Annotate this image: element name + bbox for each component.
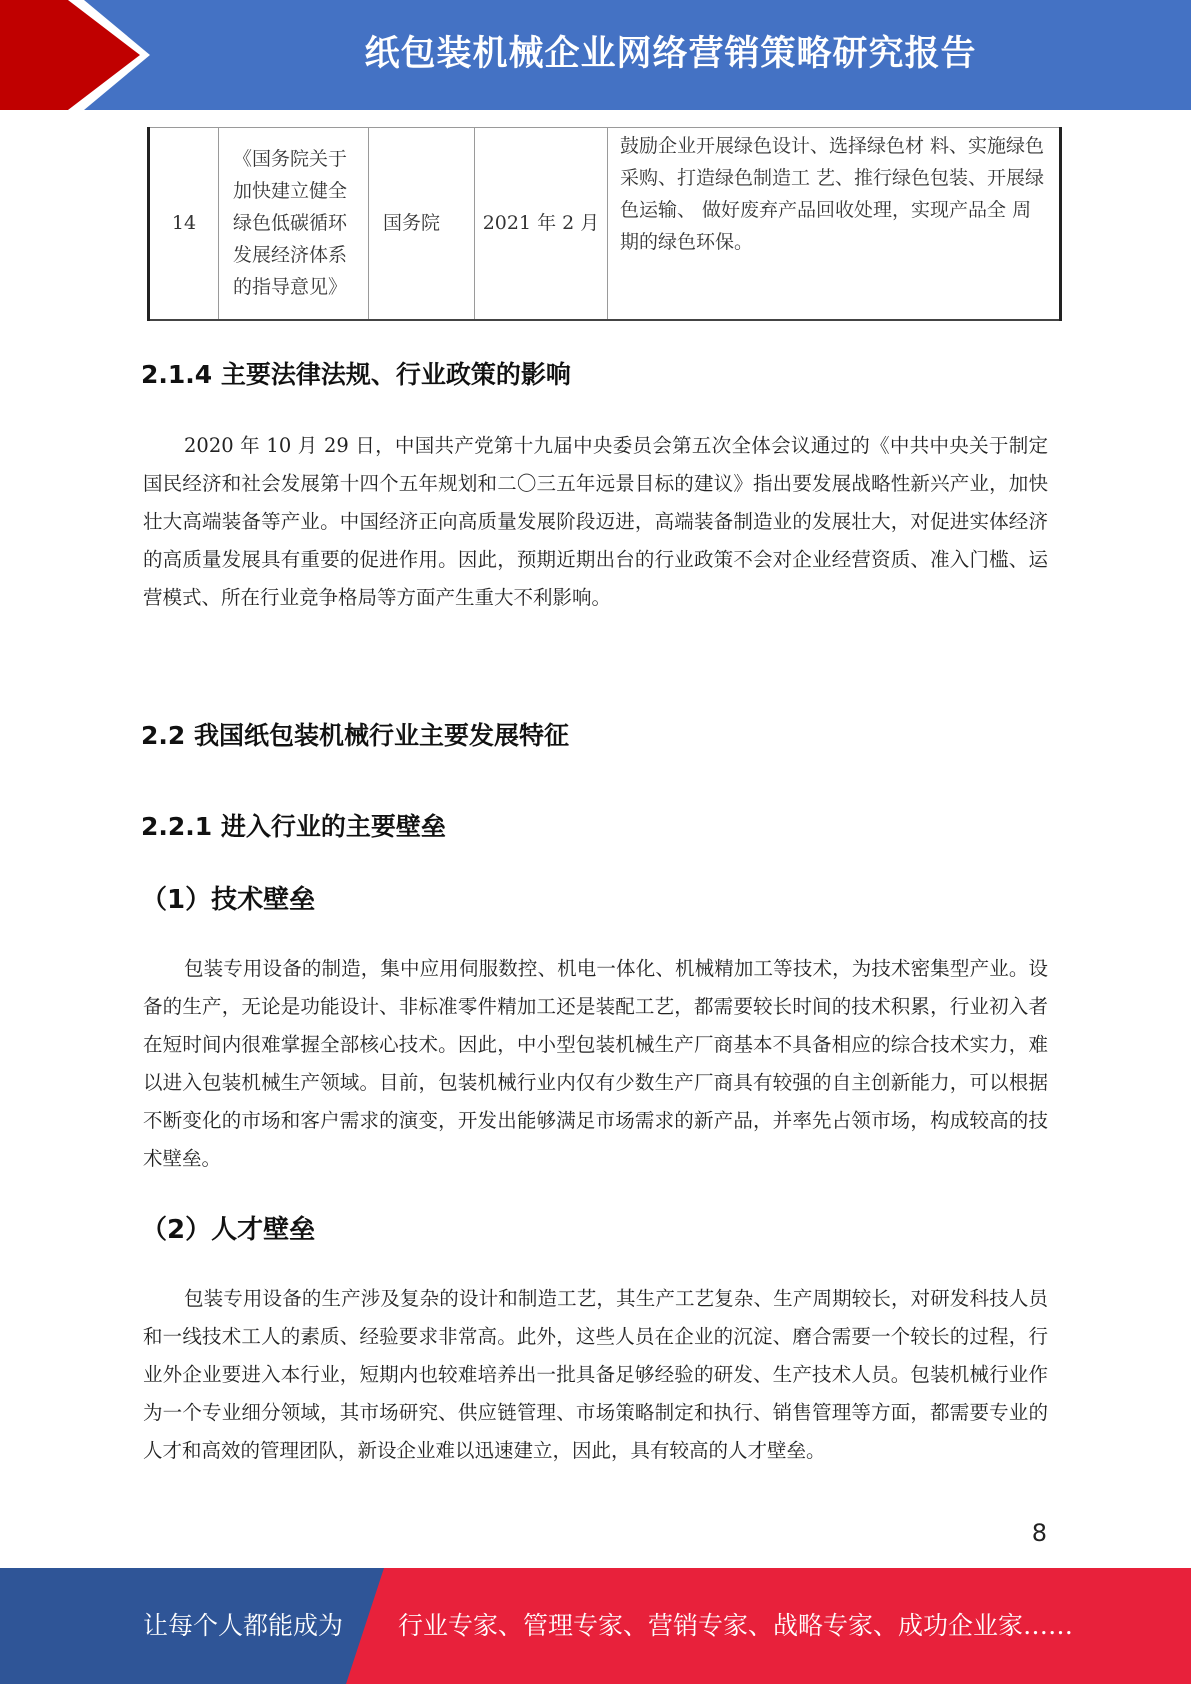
table-row: [149, 128, 1061, 320]
section-heading-2-2-1: 2.2.1 进入行业的主要壁垒: [141, 812, 446, 841]
header-arrow-decoration: [0, 0, 200, 110]
subheading-tech-barrier: （1）技术壁垒: [141, 885, 316, 915]
header-title: 纸包装机械企业网络营销策略研究报告: [364, 34, 977, 74]
issue-date: 2021 年 2 月: [475, 128, 608, 320]
paragraph-talent-barrier: 包装专用设备的生产涉及复杂的设计和制造工艺，其生产工艺复杂、生产周期较长，对研发科技人员和一线技术工人的素质、经验要求非常高。此外，这些人员在企业的沉淀、磨合需要一个较长的过程，行业外企业要进入本行业，短期内也较难培养出一批具备足够经验的研发、生产技术人员。包装机械行业作为一个专业细分领域，其市场研究、供应链管理、市场策略制定和执行、销售管理等方面，都需要专业的人才和高效的管理团队，新设企业难以迅速建立，因此，具有较高的人才壁垒。: [143, 1287, 1048, 1462]
page-number: 8: [1031, 1519, 1047, 1547]
section-heading-2-1-4: 2.1.4 主要法律法规、行业政策的影响: [141, 360, 571, 389]
issuing-department: 国务院: [369, 128, 475, 320]
footer-slogan-right: 行业专家、管理专家、营销专家、战略专家、成功企业家……: [398, 1611, 1074, 1640]
policy-table: [147, 127, 1062, 321]
subheading-talent-barrier: （2）人才壁垒: [141, 1215, 316, 1245]
row-number: 14: [149, 128, 219, 320]
footer-slogan-left: 让每个人都能成为: [143, 1611, 344, 1640]
section-heading-2-2: 2.2 我国纸包装机械行业主要发展特征: [141, 721, 569, 750]
page-header: [0, 0, 1191, 110]
policy-content: 鼓励企业开展绿色设计、选择绿色材 料、实施绿色采购、打造绿色制造工 艺、推行绿色包装、开展绿色运输、 做好废弃产品回收处理，实现产品全 周期的绿色环保。: [608, 128, 1061, 320]
paragraph-tech-barrier: 包装专用设备的制造，集中应用伺服数控、机电一体化、机械精加工等技术，为技术密集型产业。设备的生产，无论是功能设计、非标准零件精加工还是装配工艺，都需要较长时间的技术积累，行业初入者在短时间内很难掌握全部核心技术。因此，中小型包装机械生产厂商基本不具备相应的综合技术实力，难以进入包装机械生产领域。目前，包装机械行业内仅有少数生产厂商具有较强的自主创新能力，可以根据不断变化的市场和客户需求的演变，开发出能够满足市场需求的新产品，并率先占领市场，构成较高的技术壁垒。: [143, 957, 1048, 1170]
page-footer: [0, 1568, 1191, 1684]
policy-name: 《国务院关于 加快建立健全 绿色低碳循环 发展经济体系 的指导意见》: [219, 128, 369, 320]
paragraph-policy-impact: 2020 年 10 月 29 日，中国共产党第十九届中央委员会第五次全体会议通过的《中共中央关于制定国民经济和社会发展第十四个五年规划和二〇三五年远景目标的建议》指出要发展战略性新兴产业，加快壮大高端装备等产业。中国经济正向高质量发展阶段迈进，高端装备制造业的发展壮大，对促进实体经济的高质量发展具有重要的促进作用。因此，预期近期出台的行业政策不会对企业经营资质、准入门槛、运营模式、所在行业竞争格局等方面产生重大不利影响。: [143, 434, 1048, 609]
